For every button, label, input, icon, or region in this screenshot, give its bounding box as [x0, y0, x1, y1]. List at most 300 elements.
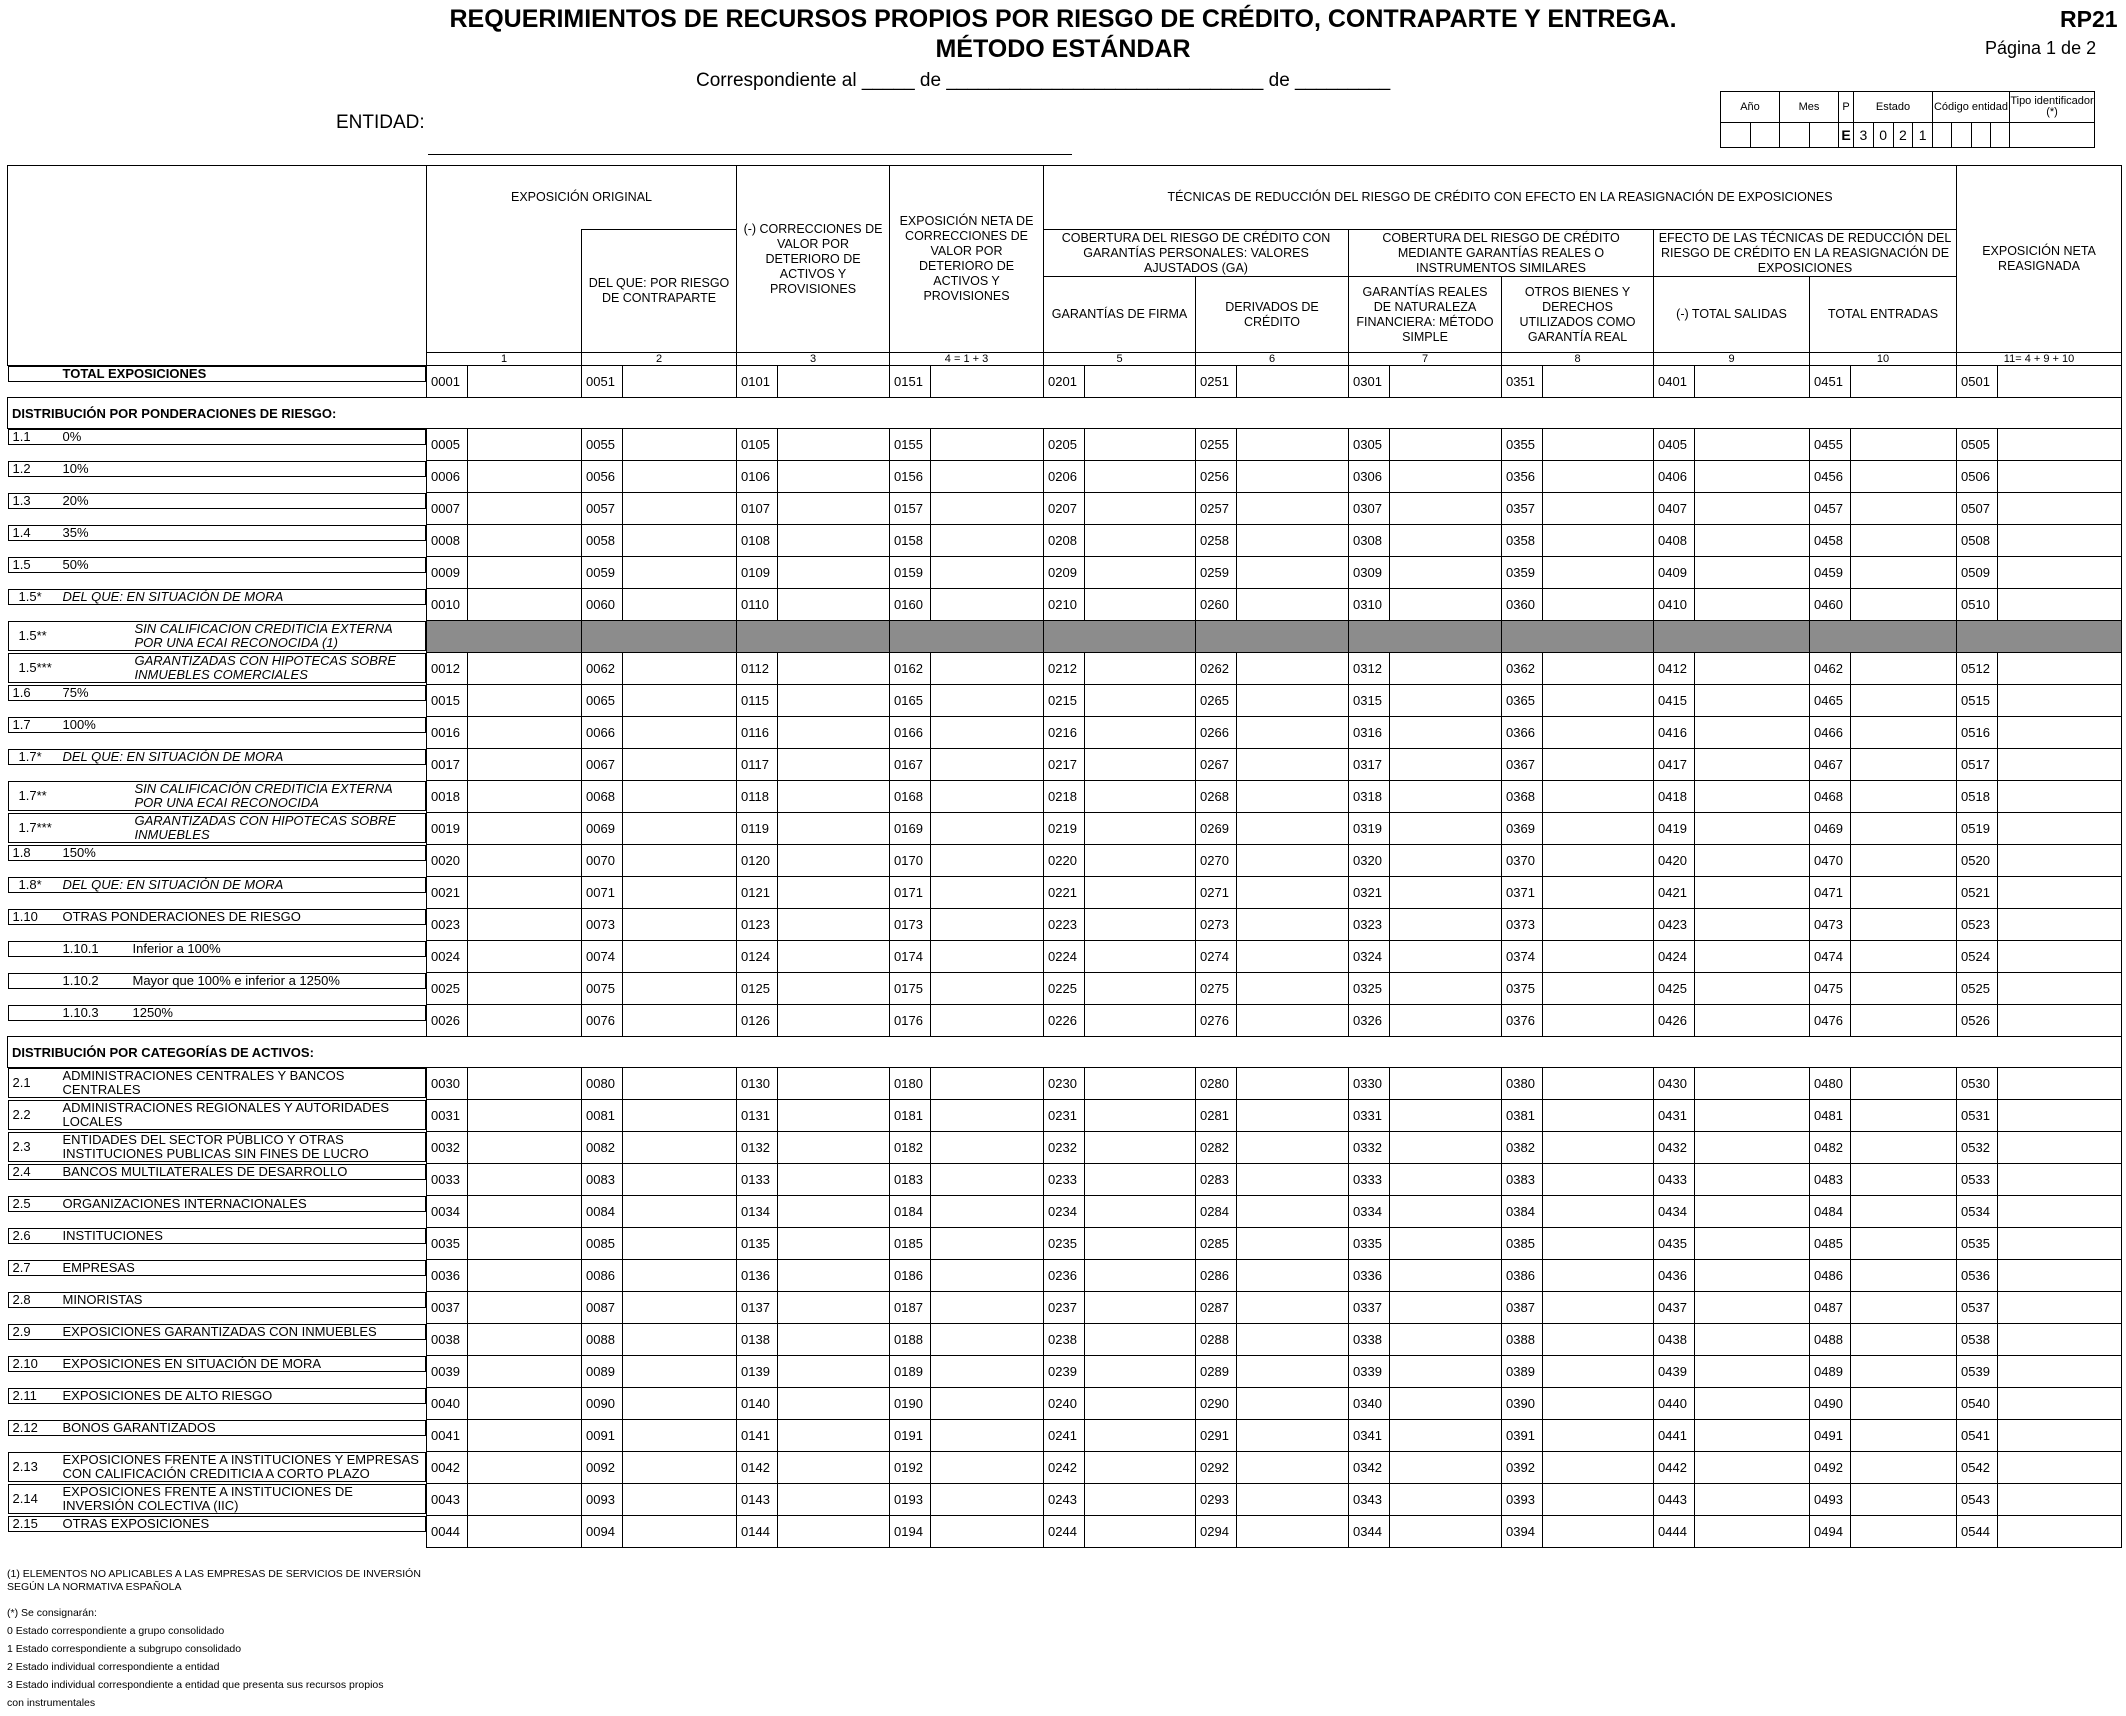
value-cell[interactable]	[1654, 1292, 1810, 1324]
value-cell[interactable]	[1654, 845, 1810, 877]
value-cell[interactable]	[1044, 461, 1196, 493]
value-cell[interactable]	[1957, 1324, 2122, 1356]
value-cell[interactable]	[1654, 1356, 1810, 1388]
value-cell[interactable]	[1810, 1100, 1957, 1132]
value-cell[interactable]	[427, 1005, 582, 1037]
value-cell[interactable]	[1196, 493, 1349, 525]
value-cell[interactable]	[427, 749, 582, 781]
value-cell[interactable]	[1349, 429, 1502, 461]
value-cell[interactable]	[427, 1324, 582, 1356]
value-cell[interactable]	[1196, 1516, 1349, 1548]
value-cell[interactable]	[1654, 493, 1810, 525]
value-cell[interactable]	[1044, 1005, 1196, 1037]
value-cell[interactable]	[1654, 1324, 1810, 1356]
value-cell[interactable]	[890, 941, 1044, 973]
value-cell[interactable]	[1957, 877, 2122, 909]
value-cell[interactable]	[1957, 1260, 2122, 1292]
value-cell[interactable]	[1654, 1100, 1810, 1132]
value-cell[interactable]	[1654, 941, 1810, 973]
value-cell[interactable]	[1044, 557, 1196, 589]
value-cell[interactable]	[1957, 429, 2122, 461]
value-cell[interactable]	[1654, 781, 1810, 813]
value-cell[interactable]	[1349, 717, 1502, 749]
value-cell[interactable]	[1654, 366, 1810, 398]
value-cell[interactable]	[1957, 589, 2122, 621]
value-cell[interactable]	[1957, 461, 2122, 493]
value-cell[interactable]	[1957, 1005, 2122, 1037]
value-cell[interactable]	[1654, 973, 1810, 1005]
value-cell[interactable]	[1502, 589, 1654, 621]
value-cell[interactable]	[1957, 1452, 2122, 1484]
value-cell[interactable]	[890, 1292, 1044, 1324]
value-cell[interactable]	[1044, 813, 1196, 845]
value-cell[interactable]	[1654, 1516, 1810, 1548]
value-cell[interactable]	[582, 1005, 737, 1037]
value-cell[interactable]	[427, 1164, 582, 1196]
value-cell[interactable]	[1502, 1484, 1654, 1516]
value-cell[interactable]	[890, 1420, 1044, 1452]
value-cell[interactable]	[890, 493, 1044, 525]
value-cell[interactable]	[1349, 1260, 1502, 1292]
value-cell[interactable]	[1196, 1164, 1349, 1196]
value-cell[interactable]	[582, 1484, 737, 1516]
value-cell[interactable]	[890, 525, 1044, 557]
value-cell[interactable]	[737, 973, 890, 1005]
value-cell[interactable]	[1196, 1292, 1349, 1324]
value-cell[interactable]	[1957, 909, 2122, 941]
value-cell[interactable]	[427, 1356, 582, 1388]
value-cell[interactable]	[1349, 1068, 1502, 1100]
value-cell[interactable]	[1957, 845, 2122, 877]
value-cell[interactable]	[1044, 717, 1196, 749]
value-cell[interactable]	[890, 749, 1044, 781]
value-cell[interactable]	[1654, 813, 1810, 845]
value-cell[interactable]	[1502, 1132, 1654, 1164]
value-cell[interactable]	[1810, 1388, 1957, 1420]
value-cell[interactable]	[1044, 845, 1196, 877]
value-cell[interactable]	[1957, 1484, 2122, 1516]
value-cell[interactable]	[890, 973, 1044, 1005]
value-cell[interactable]	[1196, 845, 1349, 877]
value-cell[interactable]	[1349, 1228, 1502, 1260]
value-cell[interactable]	[1349, 845, 1502, 877]
value-cell[interactable]	[737, 1292, 890, 1324]
value-cell[interactable]	[1044, 429, 1196, 461]
value-cell[interactable]	[1044, 525, 1196, 557]
value-cell[interactable]	[1349, 685, 1502, 717]
value-cell[interactable]	[1349, 366, 1502, 398]
value-cell[interactable]	[1196, 909, 1349, 941]
value-cell[interactable]	[737, 557, 890, 589]
value-cell[interactable]	[890, 589, 1044, 621]
value-cell[interactable]	[737, 1100, 890, 1132]
value-cell[interactable]	[1044, 493, 1196, 525]
value-cell[interactable]	[1044, 1164, 1196, 1196]
value-cell[interactable]	[1196, 877, 1349, 909]
value-cell[interactable]	[1957, 813, 2122, 845]
value-cell[interactable]	[1196, 1388, 1349, 1420]
value-cell[interactable]	[1810, 685, 1957, 717]
value-cell[interactable]	[1654, 525, 1810, 557]
value-cell[interactable]	[1349, 877, 1502, 909]
value-cell[interactable]	[427, 1228, 582, 1260]
value-cell[interactable]	[582, 1356, 737, 1388]
value-cell[interactable]	[1196, 1484, 1349, 1516]
value-cell[interactable]	[427, 1132, 582, 1164]
value-cell[interactable]	[582, 1452, 737, 1484]
value-cell[interactable]	[1810, 1068, 1957, 1100]
value-cell[interactable]	[1957, 525, 2122, 557]
value-cell[interactable]	[427, 366, 582, 398]
value-cell[interactable]	[1044, 685, 1196, 717]
value-cell[interactable]	[890, 1100, 1044, 1132]
value-cell[interactable]	[1502, 429, 1654, 461]
value-cell[interactable]	[737, 1005, 890, 1037]
value-cell[interactable]	[1810, 1484, 1957, 1516]
value-cell[interactable]	[1502, 1260, 1654, 1292]
value-cell[interactable]	[427, 1100, 582, 1132]
value-cell[interactable]	[582, 1068, 737, 1100]
value-cell[interactable]	[1502, 1292, 1654, 1324]
value-cell[interactable]	[1810, 973, 1957, 1005]
value-cell[interactable]	[1502, 1196, 1654, 1228]
value-cell[interactable]	[737, 1260, 890, 1292]
value-cell[interactable]	[1810, 525, 1957, 557]
value-cell[interactable]	[582, 653, 737, 685]
value-cell[interactable]	[1044, 749, 1196, 781]
value-cell[interactable]	[1957, 1068, 2122, 1100]
value-cell[interactable]	[582, 973, 737, 1005]
value-cell[interactable]	[1196, 525, 1349, 557]
value-cell[interactable]	[1957, 749, 2122, 781]
value-cell[interactable]	[737, 1196, 890, 1228]
value-cell[interactable]	[1654, 589, 1810, 621]
value-cell[interactable]	[582, 589, 737, 621]
value-cell[interactable]	[1044, 1068, 1196, 1100]
value-cell[interactable]	[1044, 1228, 1196, 1260]
value-cell[interactable]	[1044, 653, 1196, 685]
value-cell[interactable]	[1044, 781, 1196, 813]
value-cell[interactable]	[582, 1164, 737, 1196]
year-digit-1[interactable]	[1721, 123, 1751, 148]
value-cell[interactable]	[890, 1260, 1044, 1292]
value-cell[interactable]	[1044, 877, 1196, 909]
value-cell[interactable]	[1349, 653, 1502, 685]
value-cell[interactable]	[1810, 877, 1957, 909]
value-cell[interactable]	[1502, 845, 1654, 877]
value-cell[interactable]	[1044, 1356, 1196, 1388]
value-cell[interactable]	[1349, 1420, 1502, 1452]
value-cell[interactable]	[890, 1356, 1044, 1388]
value-cell[interactable]	[1502, 366, 1654, 398]
value-cell[interactable]	[1196, 941, 1349, 973]
value-cell[interactable]	[582, 1196, 737, 1228]
value-cell[interactable]	[890, 1324, 1044, 1356]
value-cell[interactable]	[1810, 1324, 1957, 1356]
value-cell[interactable]	[1502, 525, 1654, 557]
value-cell[interactable]	[1810, 429, 1957, 461]
value-cell[interactable]	[1654, 1452, 1810, 1484]
value-cell[interactable]	[890, 909, 1044, 941]
value-cell[interactable]	[1957, 941, 2122, 973]
value-cell[interactable]	[1349, 525, 1502, 557]
value-cell[interactable]	[1957, 1196, 2122, 1228]
value-cell[interactable]	[1810, 845, 1957, 877]
value-cell[interactable]	[737, 1516, 890, 1548]
value-cell[interactable]	[1349, 781, 1502, 813]
value-cell[interactable]	[1349, 1005, 1502, 1037]
value-cell[interactable]	[1502, 749, 1654, 781]
codigo-digit[interactable]	[1990, 123, 2009, 148]
value-cell[interactable]	[1957, 1132, 2122, 1164]
value-cell[interactable]	[1044, 973, 1196, 1005]
value-cell[interactable]	[427, 845, 582, 877]
value-cell[interactable]	[1349, 1356, 1502, 1388]
value-cell[interactable]	[1349, 1196, 1502, 1228]
value-cell[interactable]	[890, 1164, 1044, 1196]
value-cell[interactable]	[1810, 1516, 1957, 1548]
value-cell[interactable]	[1502, 685, 1654, 717]
value-cell[interactable]	[427, 813, 582, 845]
year-digit-2[interactable]	[1750, 123, 1780, 148]
value-cell[interactable]	[1654, 1164, 1810, 1196]
value-cell[interactable]	[1654, 1196, 1810, 1228]
value-cell[interactable]	[737, 781, 890, 813]
value-cell[interactable]	[737, 653, 890, 685]
value-cell[interactable]	[890, 1452, 1044, 1484]
value-cell[interactable]	[1810, 1132, 1957, 1164]
value-cell[interactable]	[1502, 1516, 1654, 1548]
value-cell[interactable]	[427, 1196, 582, 1228]
value-cell[interactable]	[582, 525, 737, 557]
value-cell[interactable]	[1196, 557, 1349, 589]
value-cell[interactable]	[1502, 1005, 1654, 1037]
value-cell[interactable]	[1349, 1516, 1502, 1548]
codigo-digit[interactable]	[1933, 123, 1952, 148]
value-cell[interactable]	[1349, 1132, 1502, 1164]
value-cell[interactable]	[1196, 589, 1349, 621]
value-cell[interactable]	[1810, 781, 1957, 813]
value-cell[interactable]	[582, 1132, 737, 1164]
value-cell[interactable]	[582, 366, 737, 398]
value-cell[interactable]	[737, 525, 890, 557]
value-cell[interactable]	[582, 1292, 737, 1324]
value-cell[interactable]	[1957, 1100, 2122, 1132]
value-cell[interactable]	[1196, 366, 1349, 398]
value-cell[interactable]	[582, 845, 737, 877]
value-cell[interactable]	[1349, 1164, 1502, 1196]
value-cell[interactable]	[1349, 941, 1502, 973]
value-cell[interactable]	[427, 877, 582, 909]
value-cell[interactable]	[737, 877, 890, 909]
month-digit-1[interactable]	[1780, 123, 1810, 148]
value-cell[interactable]	[1810, 653, 1957, 685]
value-cell[interactable]	[1810, 557, 1957, 589]
value-cell[interactable]	[1502, 1068, 1654, 1100]
value-cell[interactable]	[1502, 1452, 1654, 1484]
value-cell[interactable]	[737, 1484, 890, 1516]
value-cell[interactable]	[427, 1516, 582, 1548]
value-cell[interactable]	[890, 429, 1044, 461]
value-cell[interactable]	[582, 429, 737, 461]
value-cell[interactable]	[1957, 1356, 2122, 1388]
value-cell[interactable]	[1654, 1228, 1810, 1260]
value-cell[interactable]	[1502, 1228, 1654, 1260]
value-cell[interactable]	[1502, 1388, 1654, 1420]
value-cell[interactable]	[1654, 685, 1810, 717]
value-cell[interactable]	[1044, 589, 1196, 621]
value-cell[interactable]	[1810, 366, 1957, 398]
value-cell[interactable]	[1196, 1196, 1349, 1228]
value-cell[interactable]	[582, 685, 737, 717]
value-cell[interactable]	[1349, 909, 1502, 941]
value-cell[interactable]	[1654, 717, 1810, 749]
value-cell[interactable]	[427, 557, 582, 589]
value-cell[interactable]	[1196, 461, 1349, 493]
value-cell[interactable]	[1502, 941, 1654, 973]
value-cell[interactable]	[1196, 1452, 1349, 1484]
value-cell[interactable]	[1044, 1324, 1196, 1356]
value-cell[interactable]	[1810, 1005, 1957, 1037]
value-cell[interactable]	[737, 749, 890, 781]
value-cell[interactable]	[1349, 1388, 1502, 1420]
value-cell[interactable]	[1044, 1260, 1196, 1292]
value-cell[interactable]	[427, 1420, 582, 1452]
value-cell[interactable]	[1502, 781, 1654, 813]
value-cell[interactable]	[582, 1100, 737, 1132]
value-cell[interactable]	[1654, 429, 1810, 461]
value-cell[interactable]	[1810, 941, 1957, 973]
value-cell[interactable]	[1349, 1324, 1502, 1356]
value-cell[interactable]	[1196, 1100, 1349, 1132]
value-cell[interactable]	[582, 1260, 737, 1292]
value-cell[interactable]	[1196, 1068, 1349, 1100]
value-cell[interactable]	[737, 493, 890, 525]
value-cell[interactable]	[1349, 1452, 1502, 1484]
codigo-digit[interactable]	[1952, 123, 1971, 148]
value-cell[interactable]	[1957, 781, 2122, 813]
value-cell[interactable]	[582, 557, 737, 589]
value-cell[interactable]	[1349, 813, 1502, 845]
value-cell[interactable]	[1810, 1356, 1957, 1388]
value-cell[interactable]	[1196, 1420, 1349, 1452]
value-cell[interactable]	[582, 1324, 737, 1356]
value-cell[interactable]	[582, 941, 737, 973]
value-cell[interactable]	[1810, 1292, 1957, 1324]
value-cell[interactable]	[890, 1228, 1044, 1260]
value-cell[interactable]	[1349, 749, 1502, 781]
value-cell[interactable]	[890, 781, 1044, 813]
value-cell[interactable]	[1502, 557, 1654, 589]
value-cell[interactable]	[1196, 1324, 1349, 1356]
entidad-field[interactable]	[428, 154, 1072, 155]
value-cell[interactable]	[1196, 1260, 1349, 1292]
value-cell[interactable]	[890, 717, 1044, 749]
value-cell[interactable]	[1654, 1388, 1810, 1420]
value-cell[interactable]	[1957, 1164, 2122, 1196]
value-cell[interactable]	[427, 589, 582, 621]
value-cell[interactable]	[1654, 1005, 1810, 1037]
value-cell[interactable]	[1957, 685, 2122, 717]
value-cell[interactable]	[1044, 1452, 1196, 1484]
value-cell[interactable]	[582, 813, 737, 845]
codigo-digit[interactable]	[1971, 123, 1990, 148]
value-cell[interactable]	[737, 685, 890, 717]
value-cell[interactable]	[890, 877, 1044, 909]
value-cell[interactable]	[890, 557, 1044, 589]
value-cell[interactable]	[1349, 461, 1502, 493]
value-cell[interactable]	[1044, 366, 1196, 398]
value-cell[interactable]	[1349, 1484, 1502, 1516]
value-cell[interactable]	[1044, 1420, 1196, 1452]
value-cell[interactable]	[1502, 717, 1654, 749]
value-cell[interactable]	[1654, 1132, 1810, 1164]
value-cell[interactable]	[582, 909, 737, 941]
value-cell[interactable]	[737, 941, 890, 973]
value-cell[interactable]	[1196, 813, 1349, 845]
value-cell[interactable]	[427, 493, 582, 525]
value-cell[interactable]	[890, 1132, 1044, 1164]
value-cell[interactable]	[1810, 1228, 1957, 1260]
value-cell[interactable]	[427, 909, 582, 941]
value-cell[interactable]	[1654, 877, 1810, 909]
value-cell[interactable]	[427, 717, 582, 749]
value-cell[interactable]	[890, 1516, 1044, 1548]
value-cell[interactable]	[1196, 1005, 1349, 1037]
value-cell[interactable]	[1502, 1324, 1654, 1356]
value-cell[interactable]	[1957, 1388, 2122, 1420]
value-cell[interactable]	[1502, 1164, 1654, 1196]
value-cell[interactable]	[427, 781, 582, 813]
value-cell[interactable]	[737, 813, 890, 845]
value-cell[interactable]	[427, 1068, 582, 1100]
value-cell[interactable]	[1654, 557, 1810, 589]
value-cell[interactable]	[1349, 557, 1502, 589]
value-cell[interactable]	[427, 941, 582, 973]
value-cell[interactable]	[1810, 1164, 1957, 1196]
value-cell[interactable]	[890, 813, 1044, 845]
value-cell[interactable]	[1654, 1260, 1810, 1292]
value-cell[interactable]	[427, 653, 582, 685]
value-cell[interactable]	[890, 1068, 1044, 1100]
value-cell[interactable]	[1810, 909, 1957, 941]
value-cell[interactable]	[1502, 877, 1654, 909]
value-cell[interactable]	[1196, 1132, 1349, 1164]
value-cell[interactable]	[1196, 685, 1349, 717]
value-cell[interactable]	[1196, 1356, 1349, 1388]
value-cell[interactable]	[1810, 493, 1957, 525]
value-cell[interactable]	[427, 525, 582, 557]
value-cell[interactable]	[1196, 781, 1349, 813]
value-cell[interactable]	[890, 1484, 1044, 1516]
value-cell[interactable]	[1810, 717, 1957, 749]
value-cell[interactable]	[427, 1292, 582, 1324]
value-cell[interactable]	[1044, 1388, 1196, 1420]
value-cell[interactable]	[1957, 366, 2122, 398]
value-cell[interactable]	[1196, 749, 1349, 781]
value-cell[interactable]	[1196, 653, 1349, 685]
value-cell[interactable]	[1810, 749, 1957, 781]
value-cell[interactable]	[1810, 813, 1957, 845]
value-cell[interactable]	[427, 429, 582, 461]
value-cell[interactable]	[1957, 1420, 2122, 1452]
value-cell[interactable]	[737, 1420, 890, 1452]
value-cell[interactable]	[1044, 1196, 1196, 1228]
value-cell[interactable]	[1810, 461, 1957, 493]
value-cell[interactable]	[1196, 1228, 1349, 1260]
value-cell[interactable]	[1502, 1356, 1654, 1388]
value-cell[interactable]	[1044, 1484, 1196, 1516]
